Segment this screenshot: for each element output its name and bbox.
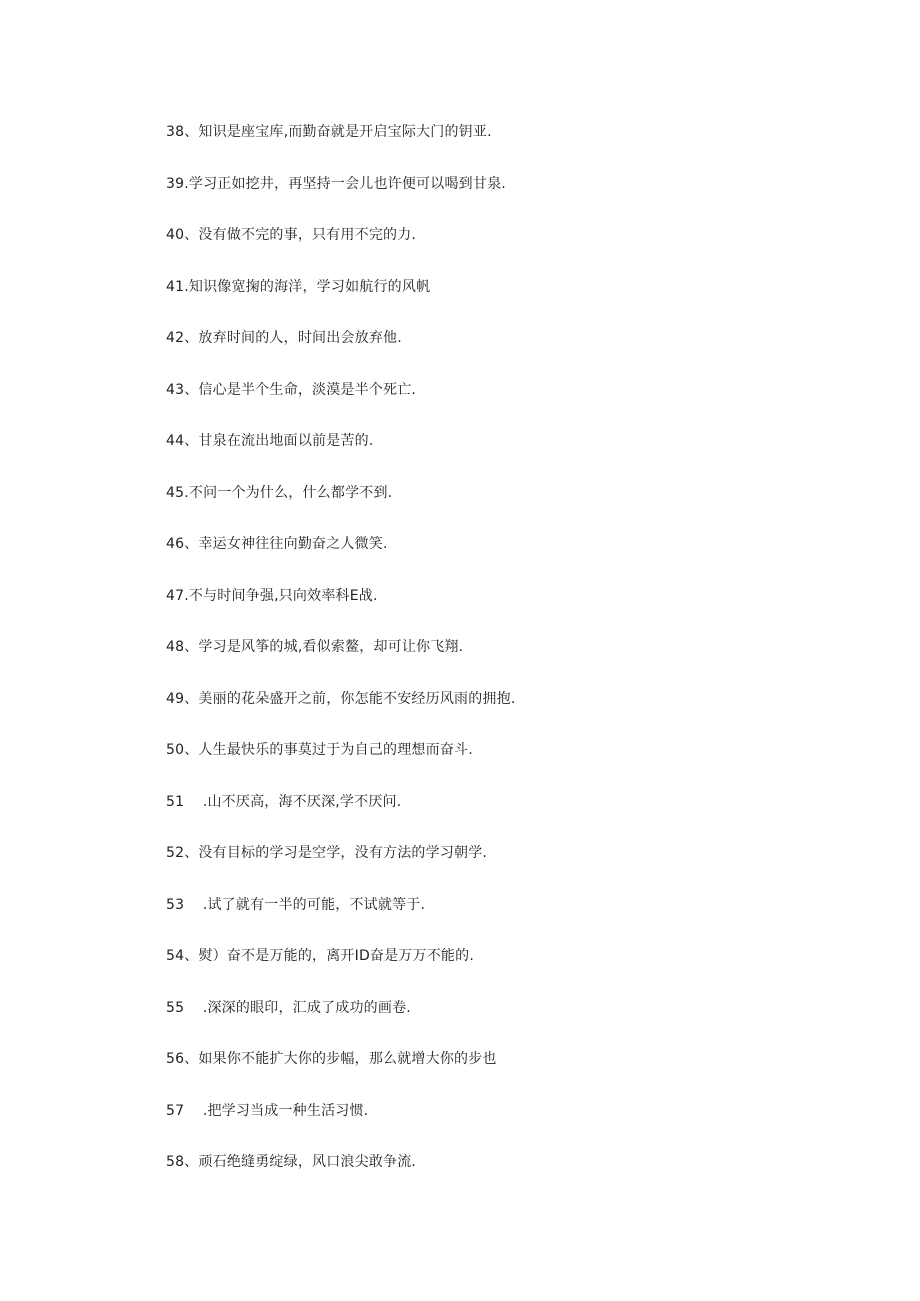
quote-line: 52、没有目标的学习是空学，没有方法的学习朝学. <box>166 845 488 861</box>
quote-line: 49、美丽的花朵盛开之前，你怎能不安经历风雨的拥抱. <box>166 690 516 707</box>
quote-line: 55 .深深的眼印，汇成了成功的画卷. <box>166 999 411 1016</box>
quote-line: 38、知识是座宝库,而勤奋就是开启宝际大门的钥亚. <box>166 124 492 140</box>
quote-line: 50、人生最快乐的事莫过于为自己的理想而奋斗. <box>166 742 473 758</box>
quote-line: 40、没有做不完的事，只有用不完的力. <box>166 227 417 243</box>
quote-line: 45.不问一个为什么，什么都学不到. <box>166 484 393 501</box>
quote-line: 51 .山不厌高，海不厌深,学不厌问. <box>166 793 402 810</box>
quote-list <box>166 121 515 1203</box>
quote-line: 44、甘泉在流出地面以前是苦的. <box>166 433 374 449</box>
quote-line: 43、信心是半个生命，淡漠是半个死亡. <box>166 381 417 398</box>
quote-line: 53 .试了就有一半的可能，不试就等于. <box>166 896 426 913</box>
quote-line: 46、幸运女神往往向勤奋之人微笑. <box>166 536 388 552</box>
quote-line: 39.学习正如挖井，再坚持一会儿也许便可以喝到甘泉. <box>166 175 506 192</box>
quote-line: 41.知识像宽掬的海洋，学习如航行的风帆 <box>166 278 431 295</box>
quote-line: 48、学习是风筝的城,看似索鳌，却可让你飞翔. <box>166 639 464 655</box>
quote-line: 42、放弃时间的人，时间出会放弃他. <box>166 330 402 346</box>
quote-line: 58、顽石绝缝勇绽绿，风口浪尖敢争流. <box>166 1154 417 1170</box>
quote-line: 54、熨）奋不是万能的，离开ID奋是万万不能的. <box>166 948 474 964</box>
quote-line: 56、如果你不能扩大你的步幅，那么就增大你的步也 <box>166 1051 497 1067</box>
quote-line: 57 .把学习当成一种生活习惯. <box>166 1102 369 1119</box>
quote-line: 47.不与时间争强,只向效率科E战. <box>166 587 378 604</box>
